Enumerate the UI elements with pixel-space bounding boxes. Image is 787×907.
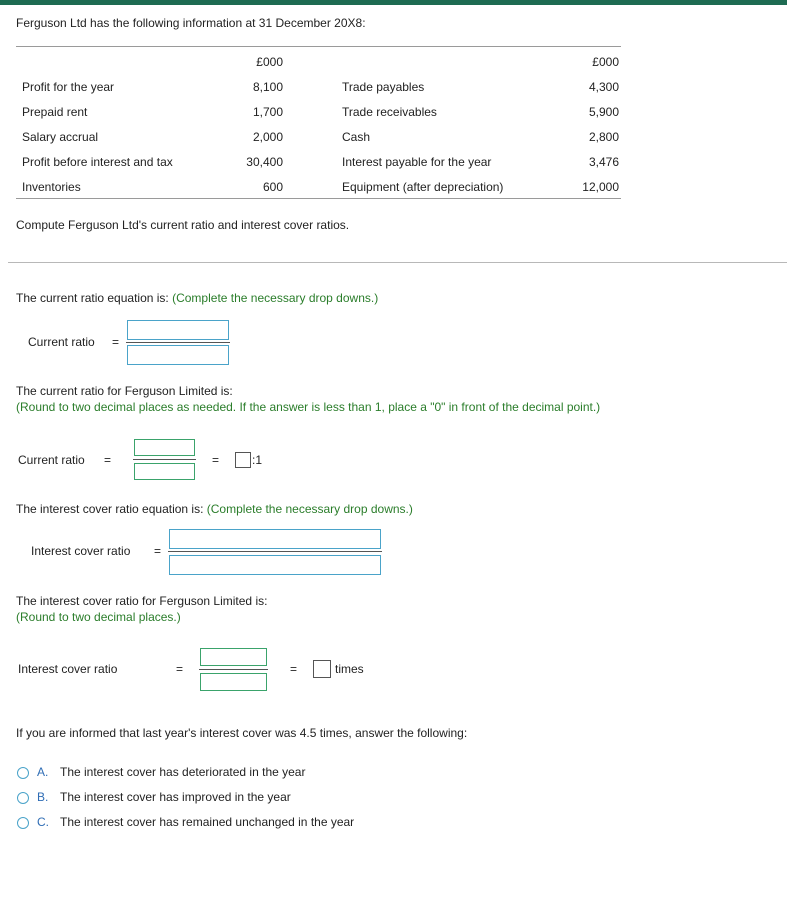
current-val-hint: (Round to two decimal places as needed. If the answer is less than 1, place a "0" in front of the decimal point.) — [16, 400, 601, 414]
left-value-3: 30,400 — [246, 155, 283, 169]
left-value-4: 600 — [262, 180, 283, 194]
right-label-4: Equipment (after depreciation) — [342, 180, 504, 194]
option-b-text: The interest cover has improved in the year — [60, 790, 291, 804]
interest-cover-suffix: times — [335, 662, 364, 676]
current-eq-label: Current ratio — [28, 335, 95, 349]
interest-val-prompt: The interest cover ratio for Ferguson Limited is: — [16, 594, 268, 608]
interest-val-hint: (Round to two decimal places.) — [16, 610, 181, 624]
option-a-text: The interest cover has deteriorated in the year — [60, 765, 306, 779]
right-value-1: 5,900 — [588, 105, 619, 119]
interest-eq-label: Interest cover ratio — [31, 544, 131, 558]
right-value-0: 4,300 — [588, 80, 619, 94]
left-label-1: Prepaid rent — [22, 105, 88, 119]
interest-val-fraction-line — [199, 669, 268, 670]
radio-c[interactable] — [17, 817, 29, 829]
top-accent-bar — [0, 0, 787, 5]
question-text: If you are informed that last year's interest cover was 4.5 times, answer the following: — [16, 726, 468, 740]
table-top-rule — [16, 46, 621, 47]
current-val-label: Current ratio — [18, 453, 85, 467]
intro-text: Ferguson Ltd has the following information at 31 December 20X8: — [16, 16, 366, 30]
current-denominator-input[interactable] — [134, 463, 195, 480]
interest-eq-hint: (Complete the necessary drop downs.) — [206, 502, 413, 516]
interest-eq-fraction-line — [168, 551, 382, 552]
right-label-0: Trade payables — [342, 80, 425, 94]
current-ratio-answer-input[interactable] — [235, 452, 251, 468]
radio-a[interactable] — [17, 767, 29, 779]
left-value-0: 8,100 — [252, 80, 283, 94]
right-label-3: Interest payable for the year — [342, 155, 492, 169]
left-label-3: Profit before interest and tax — [22, 155, 173, 169]
table-bottom-rule — [16, 198, 621, 199]
right-value-2: 2,800 — [588, 130, 619, 144]
current-numerator-dropdown[interactable] — [127, 320, 229, 340]
radio-b[interactable] — [17, 792, 29, 804]
section-divider — [8, 262, 787, 263]
current-eq-equals: = — [112, 335, 120, 349]
left-value-2: 2,000 — [252, 130, 283, 144]
interest-eq-prompt-text: The interest cover ratio equation is: — [16, 502, 207, 516]
interest-numerator-dropdown[interactable] — [169, 529, 381, 549]
option-b-letter: B. — [37, 790, 49, 804]
left-label-0: Profit for the year — [22, 80, 115, 94]
option-c-letter: C. — [37, 815, 49, 829]
current-val-equals: = — [104, 453, 112, 467]
left-unit-header: £000 — [256, 55, 283, 69]
interest-eq-prompt — [16, 502, 413, 516]
left-label-4: Inventories — [22, 180, 81, 194]
interest-cover-answer-input[interactable] — [313, 660, 331, 678]
right-label-2: Cash — [342, 130, 371, 144]
current-eq-hint: (Complete the necessary drop downs.) — [172, 291, 379, 305]
current-val-fraction-line — [133, 459, 196, 460]
interest-val-equals: = — [176, 662, 184, 676]
current-eq-prompt-text: The current ratio equation is: — [16, 291, 173, 305]
current-numerator-input[interactable] — [134, 439, 195, 456]
left-value-1: 1,700 — [252, 105, 283, 119]
current-val-prompt: The current ratio for Ferguson Limited is: — [16, 384, 233, 398]
option-a-letter: A. — [37, 765, 49, 779]
current-ratio-suffix: :1 — [252, 453, 263, 467]
task-text: Compute Ferguson Ltd's current ratio and interest cover ratios. — [16, 218, 350, 232]
left-label-2: Salary accrual — [22, 130, 99, 144]
current-eq-prompt — [16, 291, 378, 305]
right-unit-header: £000 — [592, 55, 619, 69]
interest-val-label: Interest cover ratio — [18, 662, 118, 676]
right-label-1: Trade receivables — [342, 105, 437, 119]
interest-result-equals: = — [290, 662, 298, 676]
interest-denominator-dropdown[interactable] — [169, 555, 381, 575]
right-value-3: 3,476 — [588, 155, 619, 169]
option-c-text: The interest cover has remained unchanged in the year — [60, 815, 355, 829]
interest-numerator-input[interactable] — [200, 648, 267, 666]
interest-eq-equals: = — [154, 544, 162, 558]
interest-denominator-input[interactable] — [200, 673, 267, 691]
current-eq-fraction-line — [126, 342, 230, 343]
current-result-equals: = — [212, 453, 220, 467]
current-denominator-dropdown[interactable] — [127, 345, 229, 365]
right-value-4: 12,000 — [582, 180, 619, 194]
